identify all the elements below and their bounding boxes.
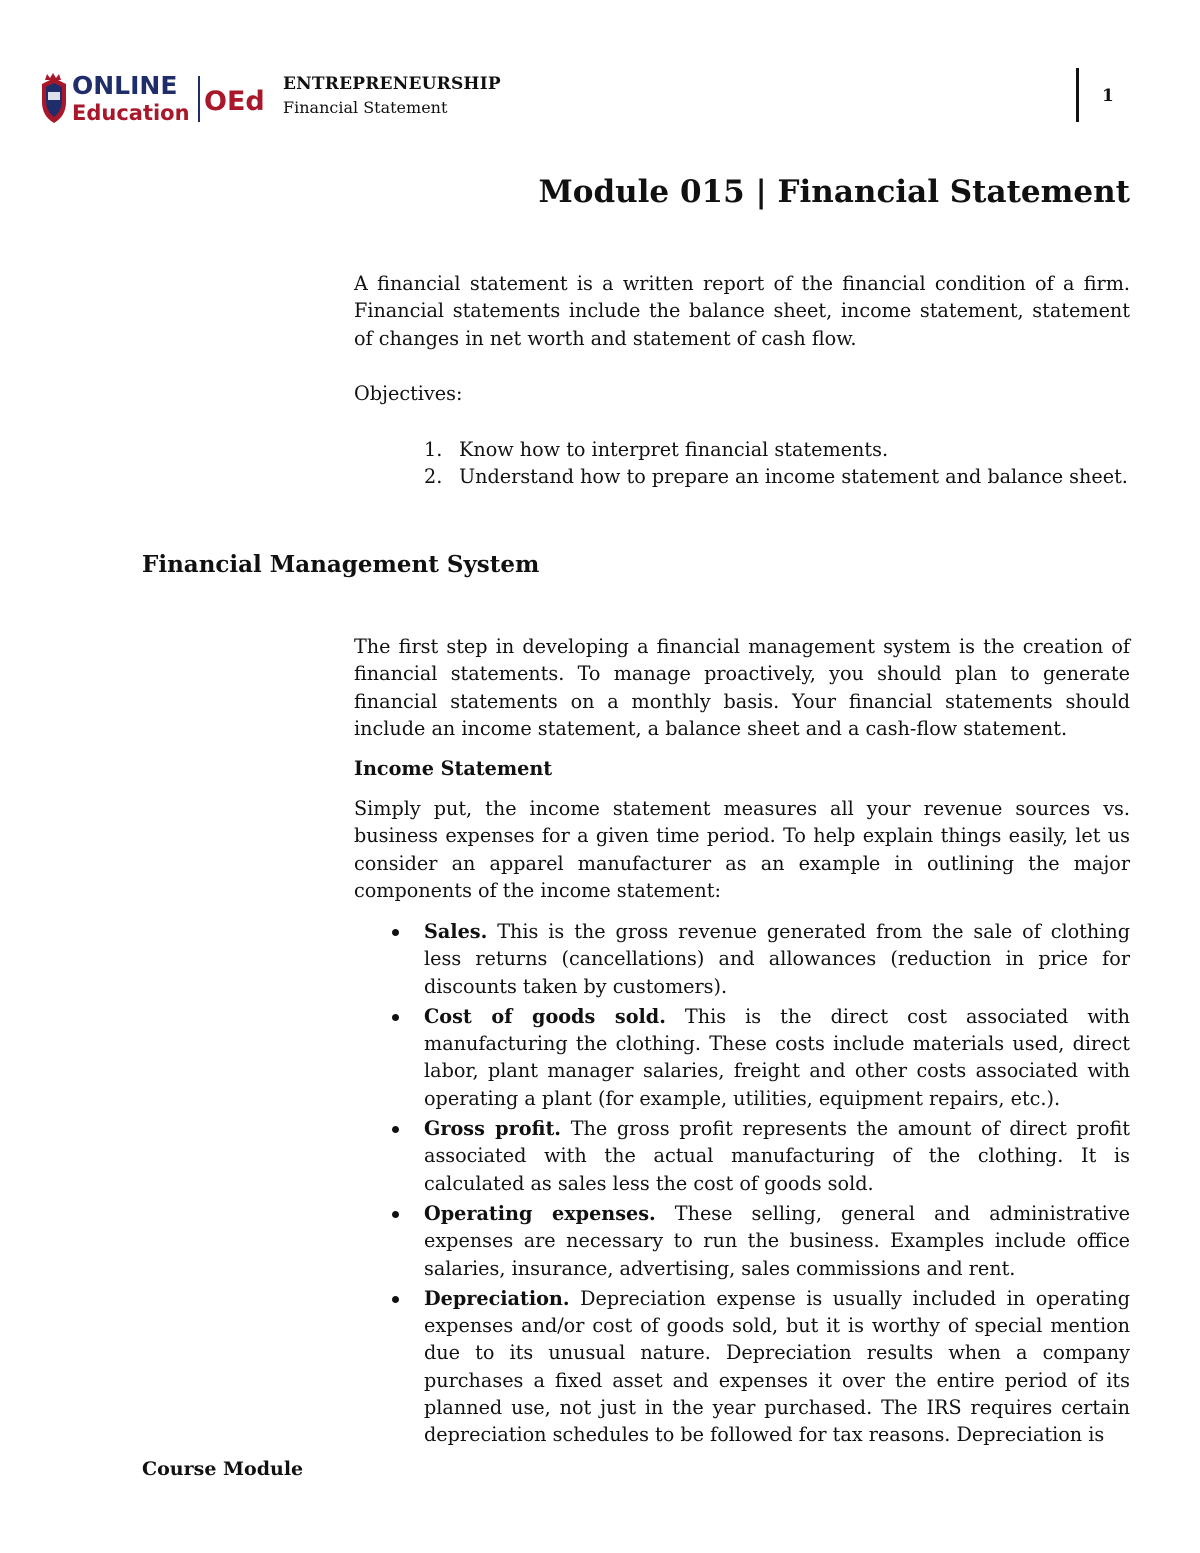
list-item [354,1003,1130,1112]
page-footer: Course Module [142,1458,304,1480]
objective-number: 1. [424,438,443,461]
list-item [354,1200,1130,1282]
objective-text: Know how to interpret financial statements. [459,438,889,461]
intro-paragraph: A financial statement is a written report of the financial condition of a firm. Financial statements include the balance sheet, income statement, statement of changes in net worth and statement of cash flow. [354,272,1130,350]
objective-item [354,463,1130,490]
header-divider [1076,68,1079,122]
page-number: 1 [1102,86,1114,106]
income-components-list [354,918,1130,1452]
logo-mark: OEd [204,86,265,117]
bullet-term: Depreciation. [424,1286,570,1310]
bullet-term: Gross profit. [424,1117,561,1141]
list-item [354,918,1130,1000]
bullet-term: Cost of goods sold. [424,1004,666,1028]
bullet-text: The gross profit represents the amount of direct profit associated with the actual manufacturing of the clothing. It is calculated as sales less the cost of goods sold. [424,1117,1130,1195]
course-title: ENTREPRENEURSHIP [283,74,501,94]
fms-paragraph: The first step in developing a financial management system is the creation of financial statements. To manage proactively, you should plan to generate financial statements on a monthly basis. Your financial statements should include an income statement, a balance sheet and a cash-flow statement. [354,635,1130,740]
bullet-icon [392,1014,399,1021]
module-title: Module 015 | Financial Statement [538,174,1130,210]
logo-line2: Education [72,101,190,125]
bullet-icon [392,1126,399,1133]
bullet-term: Operating expenses. [424,1201,656,1225]
list-item [354,1115,1130,1197]
objectives-list [354,436,1130,491]
section-title: Financial Management System [142,551,540,578]
bullet-text: This is the gross revenue generated from the sale of clothing less returns (cancellations) and allowances (reduction in price for discounts taken by customers). [424,920,1130,998]
income-statement-paragraph: Simply put, the income statement measures all your revenue sources vs. business expenses for a given time period. To help explain things easily, let us consider an apparel manufacturer as an example in outlining the major components of the income statement: [354,797,1130,902]
objectives-label: Objectives: [354,382,463,405]
bullet-term: Sales. [424,920,488,943]
bullet-text: These selling, general and administrative expenses are necessary to run the business. Examples include office salaries, insurance, advertising, sales commissions and rent. [424,1201,1130,1280]
income-statement-heading: Income Statement [354,757,553,780]
online-education-logo [38,70,273,126]
objective-text: Understand how to prepare an income statement and balance sheet. [459,465,1128,489]
shield-icon [42,73,66,123]
bullet-icon [392,1211,399,1218]
course-subtitle: Financial Statement [283,98,448,117]
bullet-text: Depreciation expense is usually included in operating expenses and/or cost of goods sold, but it is worthy of special mention due to its unusual nature. Depreciation results when a company purchases a fixed asset and expenses it over the entire period of its planned use, not just in the year purchased. The IRS requires certain depreciation schedules to be followed for tax reasons. Depreciation is [424,1286,1130,1447]
list-item [354,1285,1130,1449]
objective-item [354,436,1130,463]
bullet-text: This is the direct cost associated with manufacturing the clothing. These costs include materials used, direct labor, plant manager salaries, freight and other costs associated with operating a plant (for example, utilities, equipment repairs, etc.). [424,1004,1131,1110]
bullet-icon [392,1296,399,1303]
objective-number: 2. [424,465,443,489]
bullet-icon [392,929,399,936]
logo-line1: ONLINE [72,71,178,100]
page-header [38,68,1138,128]
